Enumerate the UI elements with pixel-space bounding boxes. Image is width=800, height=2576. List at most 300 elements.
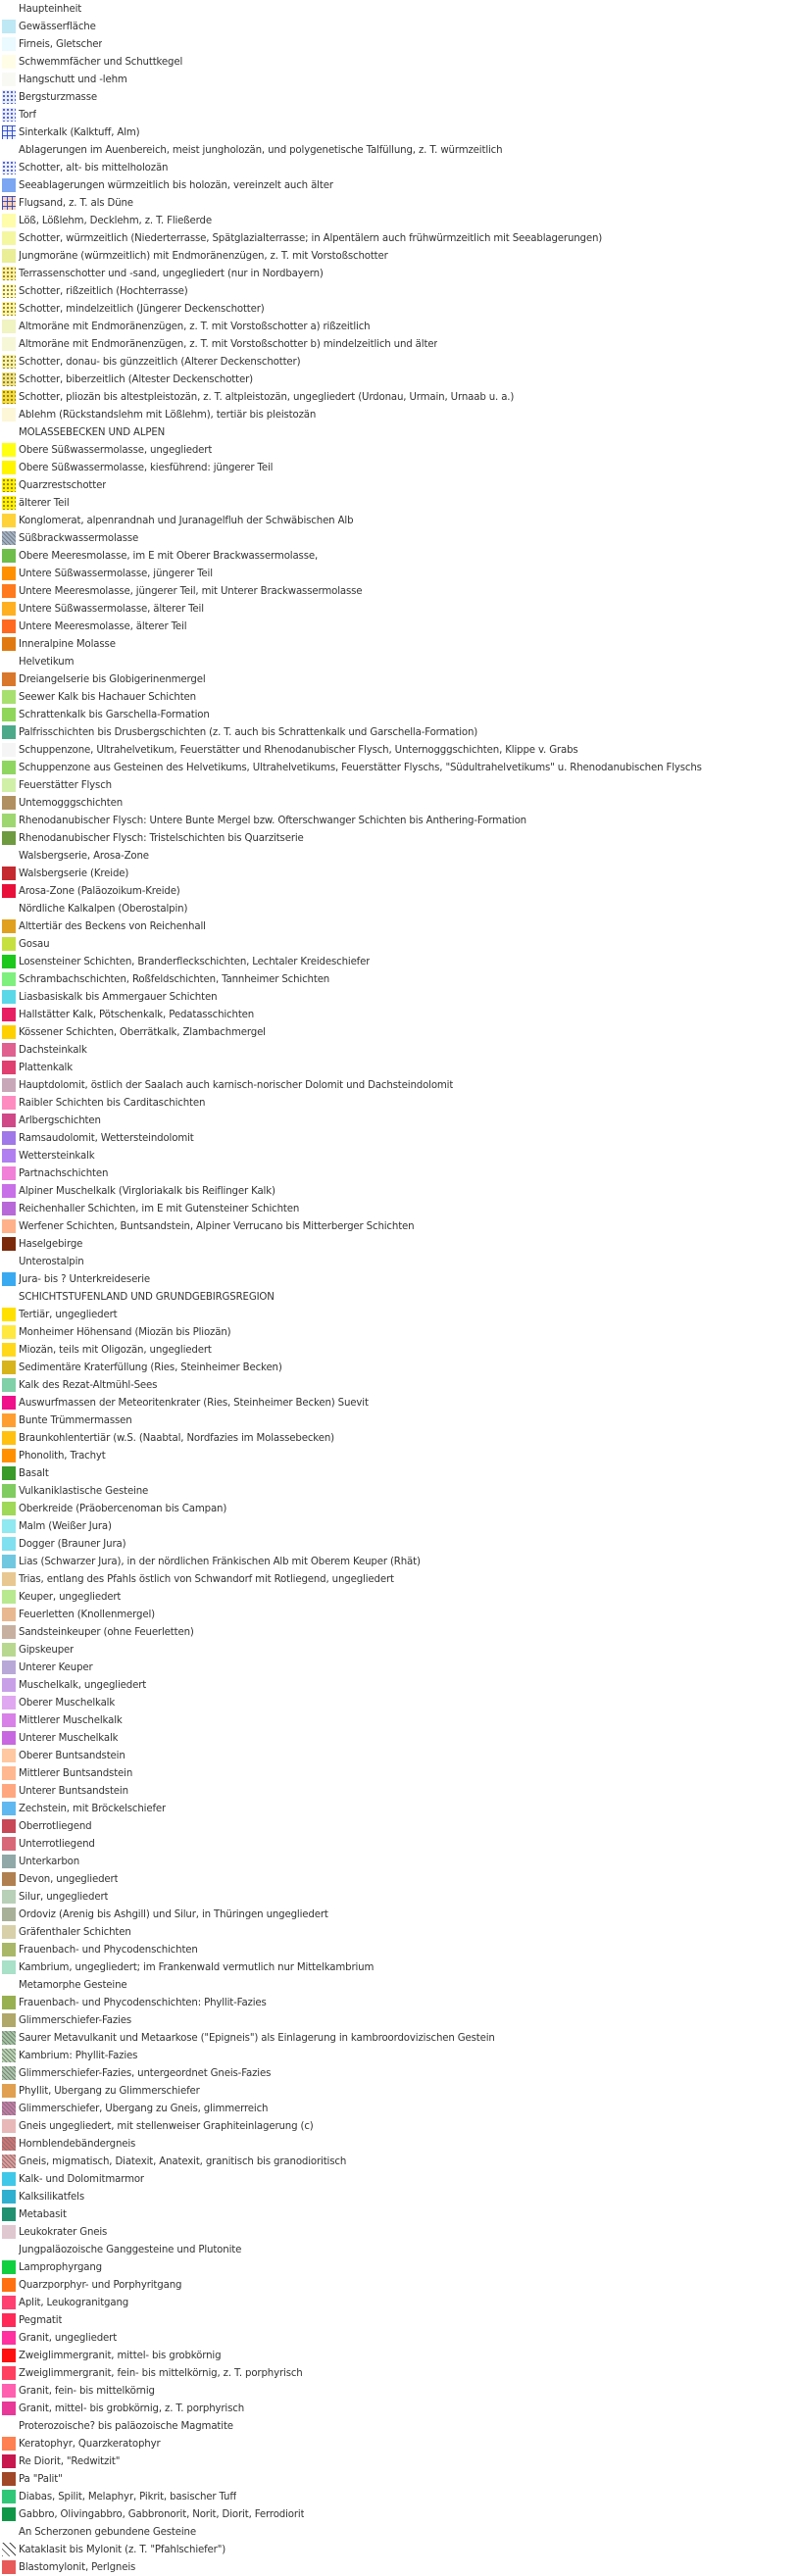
legend-swatch: [2, 937, 16, 951]
legend-item: [0, 18, 800, 35]
legend-item: [0, 1006, 800, 1023]
legend-item: [0, 2347, 800, 2364]
legend-swatch: [2, 1219, 16, 1233]
legend-swatch: [2, 2313, 16, 2327]
legend-label: Hornblendebändergneis: [19, 2138, 136, 2150]
legend-label: SCHICHTSTUFENLAND UND GRUNDGEBIRGSREGION: [19, 1291, 275, 1303]
legend-item: [0, 300, 800, 318]
legend-swatch: [2, 1731, 16, 1745]
legend-label: Unterostalpin: [19, 1256, 84, 1267]
legend-swatch: [2, 955, 16, 968]
legend-label: Basalt: [19, 1467, 49, 1479]
legend-label: Phonolith, Trachyt: [19, 1450, 106, 1461]
legend-item: [0, 318, 800, 335]
legend-swatch: [2, 1608, 16, 1621]
legend-swatch: [2, 284, 16, 298]
legend-item: [0, 1764, 800, 1782]
legend-label: Terrassenschotter und -sand, ungegliedert (nur in Nordbayern): [19, 268, 324, 279]
legend-swatch: [2, 1766, 16, 1780]
legend-label: Arosa-Zone (Paläozoikum-Kreide): [19, 885, 180, 897]
legend-item: [0, 53, 800, 71]
legend-label: Jungmoräne (würmzeitlich) mit Endmoränenzügen, z. T. mit Vorstoßschotter: [19, 250, 388, 262]
legend-item: [0, 1412, 800, 1429]
legend-item: [0, 1447, 800, 1464]
legend-label: Liasbasiskalk bis Ammergauer Schichten: [19, 991, 218, 1003]
legend-label: Vulkaniklastische Gesteine: [19, 1485, 149, 1497]
legend-label: Haupteinheit: [19, 3, 82, 15]
legend-label: Sandsteinkeuper (ohne Feuerletten): [19, 1626, 194, 1638]
legend-label: Torf: [19, 109, 36, 121]
legend-label: Palfrisschichten bis Drusbergschichten (z. T. auch bis Schrattenkalk und Garschella-Formation): [19, 726, 478, 738]
legend-item: [0, 529, 800, 547]
legend-swatch: [2, 1484, 16, 1498]
legend-label: Kambrium, ungegliedert; im Frankenwald vermutlich nur Mittelkambrium: [19, 1961, 375, 1973]
legend-swatch: [2, 1025, 16, 1039]
legend-item: [0, 1994, 800, 2011]
legend-swatch-empty: [2, 2525, 16, 2539]
legend-label: Schotter, mindelzeitlich (Jüngerer Deckenschotter): [19, 303, 265, 315]
legend-item: [0, 1094, 800, 1112]
legend-swatch: [2, 1361, 16, 1374]
legend-item: [0, 1800, 800, 1817]
legend-swatch-empty: [2, 902, 16, 916]
legend-swatch: [2, 337, 16, 351]
legend-item: [0, 1659, 800, 1676]
legend-item: [0, 1853, 800, 1870]
legend-item: [0, 106, 800, 124]
legend-swatch: [2, 884, 16, 898]
legend-item: [0, 1870, 800, 1888]
legend-swatch: [2, 796, 16, 810]
legend-item: [0, 1906, 800, 1923]
legend-label: Lamprophyrgang: [19, 2261, 103, 2273]
legend-label: Unterer Buntsandstein: [19, 1785, 128, 1797]
legend-label: Flugsand, z. T. als Düne: [19, 197, 133, 209]
legend-label: Granit, ungegliedert: [19, 2332, 118, 2344]
legend-label: Frauenbach- und Phycodenschichten: Phyllit-Fazies: [19, 1997, 267, 2008]
legend-swatch: [2, 2119, 16, 2133]
legend-swatch: [2, 1590, 16, 1604]
legend-swatch: [2, 1343, 16, 1357]
legend-swatch: [2, 672, 16, 686]
legend-section-heading: [0, 900, 800, 917]
legend-label: Kataklasit bis Mylonit (z. T. "Pfahlschiefer"): [19, 2544, 226, 2555]
legend-item: [0, 582, 800, 600]
legend-label: Braunkohlentertiär (w.S. (Naabtal, Nordfazies im Molassebecken): [19, 1432, 334, 1444]
legend-label: Schotter, alt- bis mittelholozän: [19, 162, 169, 173]
legend-item: [0, 1817, 800, 1835]
legend-label: älterer Teil: [19, 497, 70, 509]
legend-swatch: [2, 2560, 16, 2574]
legend-swatch: [2, 1237, 16, 1251]
legend-label: MOLASSEBECKEN UND ALPEN: [19, 426, 166, 438]
legend-item: [0, 776, 800, 794]
legend-swatch: [2, 919, 16, 933]
legend-label: Unterkarbon: [19, 1856, 80, 1867]
legend-item: [0, 1323, 800, 1341]
legend-item: [0, 741, 800, 759]
legend-item: [0, 829, 800, 847]
legend-section-heading: [0, 423, 800, 441]
legend-item: [0, 1623, 800, 1641]
legend-label: Plattenkalk: [19, 1062, 73, 1073]
legend-label: Re Diorit, "Redwitzit": [19, 2455, 121, 2467]
legend-item: [0, 1694, 800, 1711]
legend-label: Unterrotliegend: [19, 1838, 95, 1850]
legend-swatch: [2, 267, 16, 280]
legend-swatch: [2, 1819, 16, 1833]
legend-section-heading: [0, 1288, 800, 1306]
legend-item: [0, 1676, 800, 1694]
legend-item: [0, 2011, 800, 2029]
legend-swatch: [2, 1925, 16, 1939]
legend-swatch: [2, 231, 16, 245]
legend-label: Ramsaudolomit, Wettersteindolomit: [19, 1132, 194, 1144]
legend-label: Werfener Schichten, Buntsandstein, Alpiner Verrucano bis Mitterberger Schichten: [19, 1220, 415, 1232]
legend-label: Dogger (Brauner Jura): [19, 1538, 126, 1550]
legend-label: Trias, entlang des Pfahls östlich von Schwandorf mit Rotliegend, ungegliedert: [19, 1573, 394, 1585]
legend-swatch-empty: [2, 2243, 16, 2256]
legend-item: [0, 635, 800, 653]
legend-item: [0, 1517, 800, 1535]
legend-swatch: [2, 214, 16, 227]
legend-item: [0, 2170, 800, 2188]
legend-label: Dachsteinkalk: [19, 1044, 87, 1056]
legend-section-heading: [0, 2417, 800, 2435]
legend-swatch-empty: [2, 2, 16, 16]
legend-label: Unterer Keuper: [19, 1661, 93, 1673]
legend-item: [0, 2258, 800, 2276]
legend-swatch: [2, 478, 16, 492]
legend-item: [0, 2082, 800, 2100]
legend-swatch-empty: [2, 2419, 16, 2433]
legend-label: Metabasit: [19, 2208, 67, 2220]
legend-swatch: [2, 1502, 16, 1515]
legend-item: [0, 2329, 800, 2347]
legend-item: [0, 1941, 800, 1958]
legend-item: [0, 1341, 800, 1359]
legend-swatch-empty: [2, 655, 16, 669]
legend-swatch: [2, 1396, 16, 1410]
legend-label: Metamorphe Gesteine: [19, 1979, 127, 1991]
legend-section-heading: [0, 0, 800, 18]
legend-swatch-empty: [2, 425, 16, 439]
legend-label: Gewässerfläche: [19, 21, 96, 32]
legend-swatch: [2, 1996, 16, 2009]
legend-label: Jura- bis ? Unterkreideserie: [19, 1273, 151, 1285]
legend-item: [0, 265, 800, 282]
legend-label: Arlbergschichten: [19, 1115, 101, 1126]
legend-swatch: [2, 1131, 16, 1145]
legend-item: [0, 2047, 800, 2064]
legend-label: Gräfenthaler Schichten: [19, 1926, 131, 1938]
legend-item: [0, 194, 800, 212]
legend-label: Altmoräne mit Endmoränenzügen, z. T. mit Vorstoßschotter b) mindelzeitlich und älter: [19, 338, 438, 350]
legend-swatch: [2, 2155, 16, 2168]
legend-label: Feuerletten (Knollenmergel): [19, 1609, 155, 1620]
legend-item: [0, 2505, 800, 2523]
legend-swatch: [2, 2507, 16, 2521]
legend-label: Feuerstätter Flysch: [19, 779, 112, 791]
legend-swatch: [2, 1413, 16, 1427]
legend-swatch: [2, 725, 16, 739]
legend-item: [0, 1359, 800, 1376]
legend-label: Kalk- und Dolomitmarmor: [19, 2173, 144, 2185]
legend-label: Glimmerschiefer, Übergang zu Gneis, glimmerreich: [19, 2103, 269, 2114]
legend-swatch: [2, 1713, 16, 1727]
legend-item: [0, 2188, 800, 2205]
legend-item: [0, 335, 800, 353]
legend-item: [0, 247, 800, 265]
legend-swatch: [2, 1378, 16, 1392]
legend-item: [0, 1923, 800, 1941]
legend-label: Unterer Muschelkalk: [19, 1732, 119, 1744]
legend-swatch: [2, 1008, 16, 1021]
legend-label: Tertiär, ungegliedert: [19, 1309, 118, 1320]
legend-label: Reichenhaller Schichten, im E mit Gutensteiner Schichten: [19, 1203, 300, 1214]
legend-swatch: [2, 302, 16, 316]
legend-label: Raibler Schichten bis Carditaschichten: [19, 1097, 206, 1109]
legend-swatch: [2, 867, 16, 880]
legend-swatch: [2, 708, 16, 721]
legend-label: Jungpaläozoische Ganggesteine und Plutonite: [19, 2244, 242, 2255]
legend-swatch: [2, 2366, 16, 2380]
legend-swatch: [2, 2102, 16, 2115]
legend-swatch: [2, 1308, 16, 1321]
legend-item: [0, 1553, 800, 1570]
legend-label: Aplit, Leukogranitgang: [19, 2297, 129, 2308]
legend-swatch: [2, 1855, 16, 1868]
legend-swatch: [2, 1960, 16, 1974]
legend-item: [0, 1482, 800, 1500]
legend-label: Kambrium: Phyllit-Fazies: [19, 2050, 138, 2061]
legend-item: [0, 35, 800, 53]
legend-label: Zweiglimmergranit, fein- bis mittelkörnig, z. T. porphyrisch: [19, 2367, 303, 2379]
legend-swatch-empty: [2, 1255, 16, 1268]
legend-section-heading: [0, 2523, 800, 2541]
legend-swatch: [2, 1660, 16, 1674]
legend-swatch: [2, 372, 16, 386]
legend-label: Rhenodanubischer Flysch: Tristelschichten bis Quarzitserie: [19, 832, 304, 844]
legend-item: [0, 2117, 800, 2135]
legend-item: [0, 1041, 800, 1059]
legend-swatch: [2, 2190, 16, 2204]
legend-swatch-empty: [2, 849, 16, 863]
legend-item: [0, 1729, 800, 1747]
legend-swatch: [2, 178, 16, 192]
legend-item: [0, 2205, 800, 2223]
legend-label: Glimmerschiefer-Fazies: [19, 2014, 132, 2026]
legend-swatch: [2, 2472, 16, 2486]
legend-swatch: [2, 2066, 16, 2080]
legend-item: [0, 1147, 800, 1164]
legend-swatch: [2, 743, 16, 757]
legend-swatch: [2, 2454, 16, 2468]
legend-label: Süßbrackwassermolasse: [19, 532, 139, 544]
legend-label: Helvetikum: [19, 656, 75, 668]
legend-item: [0, 229, 800, 247]
legend-label: Pegmatit: [19, 2314, 63, 2326]
legend-item: [0, 935, 800, 953]
legend-swatch: [2, 831, 16, 845]
legend-item: [0, 812, 800, 829]
legend-item: [0, 1588, 800, 1606]
legend-item: [0, 759, 800, 776]
legend-item: [0, 1606, 800, 1623]
legend-label: Walsbergserie, Arosa-Zone: [19, 850, 149, 862]
legend-item: [0, 2435, 800, 2452]
legend-item: [0, 1641, 800, 1659]
legend-item: [0, 1217, 800, 1235]
legend-swatch: [2, 161, 16, 174]
legend-label: Sedimentäre Kraterfüllung (Ries, Steinheimer Becken): [19, 1362, 282, 1373]
legend-label: Schrattenkalk bis Garschella-Formation: [19, 709, 210, 720]
legend-swatch: [2, 814, 16, 827]
legend-label: Rhenodanubischer Flysch: Untere Bunte Mergel bzw. Ofterschwanger Schichten bis Anthering-Formation: [19, 815, 526, 826]
legend-label: Nördliche Kalkalpen (Oberostalpin): [19, 903, 188, 915]
legend-item: [0, 441, 800, 459]
legend-swatch: [2, 637, 16, 651]
legend-swatch: [2, 2349, 16, 2362]
legend-item: [0, 512, 800, 529]
legend-item: [0, 212, 800, 229]
legend-label: Oberkreide (Präobercenoman bis Campan): [19, 1503, 227, 1514]
legend-label: Schuppenzone aus Gesteinen des Helvetikums, Ultrahelvetikums, Feuerstätter Flyschs, "Südultrahelvetikums" u. Rhenodanubischen Flyschs: [19, 762, 702, 773]
legend-swatch: [2, 73, 16, 86]
legend-swatch: [2, 2490, 16, 2503]
legend-label: Sinterkalk (Kalktuff, Alm): [19, 126, 140, 138]
legend-item: [0, 1235, 800, 1253]
legend-item: [0, 1129, 800, 1147]
legend-label: Gneis ungegliedert, mit stellenweiser Graphiteinlagerung (c): [19, 2120, 314, 2132]
legend-swatch: [2, 2437, 16, 2451]
legend-item: [0, 124, 800, 141]
legend-swatch: [2, 37, 16, 51]
legend-section-heading: [0, 653, 800, 670]
legend-swatch: [2, 2084, 16, 2098]
legend-label: Oberer Muschelkalk: [19, 1697, 116, 1709]
legend-item: [0, 2541, 800, 2558]
legend-label: Löß, Lößlehm, Decklehm, z. T. Fließerde: [19, 215, 212, 226]
legend-swatch: [2, 408, 16, 421]
legend-label: Untere Süßwassermolasse, älterer Teil: [19, 603, 204, 615]
legend-item: [0, 1270, 800, 1288]
legend-swatch: [2, 2049, 16, 2062]
legend-label: Losensteiner Schichten, Branderfleckschichten, Lechtaler Kreideschiefer: [19, 956, 371, 967]
legend-swatch: [2, 125, 16, 139]
legend-swatch: [2, 1678, 16, 1692]
legend-swatch: [2, 972, 16, 986]
legend-item: [0, 670, 800, 688]
legend-item: [0, 1570, 800, 1588]
legend-item: [0, 176, 800, 194]
legend-label: Obere Süßwassermolasse, ungegliedert: [19, 444, 213, 456]
legend-swatch: [2, 1431, 16, 1445]
legend-label: Dreiangelserie bis Globigerinenmergel: [19, 673, 206, 685]
legend-item: [0, 371, 800, 388]
legend-item: [0, 970, 800, 988]
legend-label: Seewer Kalk bis Hachauer Schichten: [19, 691, 196, 703]
legend-item: [0, 865, 800, 882]
legend-item: [0, 988, 800, 1006]
legend-item: [0, 88, 800, 106]
legend-label: Leukokrater Gneis: [19, 2226, 108, 2238]
legend-label: Schotter, rißzeitlich (Hochterrasse): [19, 285, 188, 297]
legend-swatch: [2, 2384, 16, 2398]
legend-item: [0, 2470, 800, 2488]
legend-label: Firneis, Gletscher: [19, 38, 103, 50]
legend-item: [0, 2400, 800, 2417]
legend-label: Schwemmfächer und Schuttkegel: [19, 56, 183, 68]
legend-item: [0, 476, 800, 494]
legend-swatch-empty: [2, 1290, 16, 1304]
legend-swatch: [2, 1449, 16, 1462]
legend-item: [0, 1711, 800, 1729]
legend-swatch: [2, 2137, 16, 2151]
legend-label: Monheimer Höhensand (Miozän bis Pliozän): [19, 1326, 231, 1338]
legend-item: [0, 917, 800, 935]
legend-label: Ordoviz (Arenig bis Ashgill) und Silur, in Thüringen ungegliedert: [19, 1908, 328, 1920]
legend-swatch: [2, 990, 16, 1004]
legend-label: Kalksilikatfels: [19, 2191, 84, 2203]
legend-label: Blastomylonit, Perlgneis: [19, 2561, 136, 2573]
legend-item: [0, 1059, 800, 1076]
legend-swatch: [2, 619, 16, 633]
legend-label: Hallstätter Kalk, Pötschenkalk, Pedatasschichten: [19, 1009, 255, 1020]
legend-swatch: [2, 2296, 16, 2309]
legend-swatch: [2, 496, 16, 510]
legend-label: Walsbergserie (Kreide): [19, 867, 129, 879]
legend-label: Oberrotliegend: [19, 1820, 92, 1832]
legend-label: Pa "Palit": [19, 2473, 63, 2485]
legend-label: Seeablagerungen würmzeitlich bis holozän, vereinzelt auch älter: [19, 179, 333, 191]
legend-item: [0, 353, 800, 371]
legend-item: [0, 71, 800, 88]
legend-label: Untere Meeresmolasse, jüngerer Teil, mit Unterer Brackwassermolasse: [19, 585, 363, 597]
legend-swatch: [2, 2543, 16, 2556]
legend-label: Bergsturzmasse: [19, 91, 97, 103]
legend-swatch: [2, 1572, 16, 1586]
legend-label: Schotter, würmzeitlich (Niederterrasse, Spätglazialterrasse; in Alpentälern auch frühwürmzeitlich mit Seeablagerungen): [19, 232, 603, 244]
legend-item: [0, 1200, 800, 1217]
legend-item: [0, 2153, 800, 2170]
legend-item: [0, 1429, 800, 1447]
legend-label: Proterozoische? bis paläozoische Magmatite: [19, 2420, 233, 2432]
legend-label: Haselgebirge: [19, 1238, 83, 1250]
legend-section-heading: [0, 1976, 800, 1994]
legend-swatch: [2, 390, 16, 404]
legend-swatch: [2, 249, 16, 263]
legend-label: Mittlerer Muschelkalk: [19, 1714, 123, 1726]
legend-item: [0, 406, 800, 423]
legend-label: Oberer Buntsandstein: [19, 1750, 125, 1761]
legend-swatch: [2, 1802, 16, 1815]
legend-label: Gosau: [19, 938, 50, 950]
legend-swatch: [2, 443, 16, 457]
legend-label: Zechstein, mit Bröckelschiefer: [19, 1803, 167, 1814]
legend-swatch: [2, 2207, 16, 2221]
legend-swatch: [2, 2013, 16, 2027]
legend-label: Konglomerat, alpenrandnah und Juranagelfluh der Schwäbischen Alb: [19, 515, 354, 526]
legend-label: Devon, ungegliedert: [19, 1873, 119, 1885]
legend-swatch: [2, 1537, 16, 1551]
legend-swatch: [2, 2402, 16, 2415]
legend-label: Hauptdolomit, östlich der Saalach auch karnisch-norischer Dolomit und Dachsteindolomit: [19, 1079, 454, 1091]
legend-item: [0, 141, 800, 159]
legend-label: An Scherzonen gebundene Gesteine: [19, 2526, 196, 2538]
legend-label: Kalk des Rezat-Altmühl-Sees: [19, 1379, 158, 1391]
legend-item: [0, 723, 800, 741]
